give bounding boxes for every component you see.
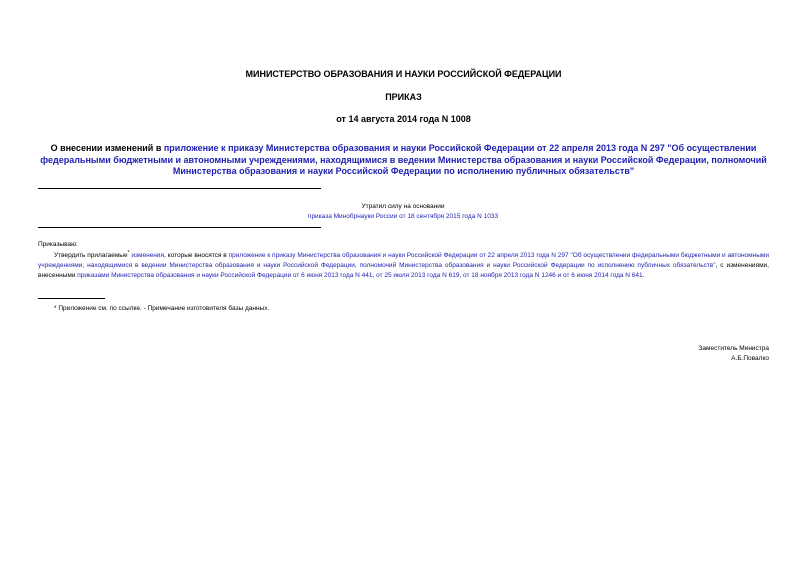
footnote-marker: *: [127, 249, 130, 256]
footnote-text: * Приложение см. по ссылке. - Примечание изготовителя базы данных.: [54, 305, 270, 312]
para-start: Утвердить прилагаемые: [54, 252, 128, 259]
divider-middle: [38, 227, 321, 228]
lost-force-note: Утратил силу на основании: [361, 203, 445, 210]
para-mid-2: , с изменениями, внесенными: [38, 262, 769, 279]
signatory-name: А.Б.Повалко: [731, 355, 769, 362]
title-prefix: О внесении изменений в: [50, 143, 164, 153]
title-link[interactable]: приложение к приказу Министерства образования и науки Российской Федерации от 22 апреля 2013 года N 297 "Об осуществлении федеральными бюджетными и автономными учреждениями, находящимися в ведении Министерства образования и науки Российской Федерации, полномочий Министерства образования и науки Российской Федерации по исполнению публичных обязательств": [40, 143, 767, 176]
annex-link[interactable]: приложение к приказу Министерства образования и науки Российской Федерации от 22 апреля 2013 года N 297 "Об осуществлении федеральными бюджетными и автономными учреждениями, находящимися в ведении Министерства образования и науки Российской Федерации, полномочий Министерства образования и науки Российской Федерации по исполнению публичных обязательств": [38, 252, 769, 269]
document-date: от 14 августа 2014 года N 1008: [336, 114, 471, 124]
para-end: .: [642, 272, 645, 279]
amending-orders-link[interactable]: приказами Министерства образования и науки Российской Федерации от 6 июня 2013 года N 441, от 25 июля 2013 года N 619, от 18 ноября 2013 года N 1246 и от 6 июня 2014 года N 641: [77, 272, 643, 279]
order-paragraph: [38, 251, 769, 281]
signatory-position: Заместитель Министра: [698, 345, 769, 352]
para-mid-1: , которые вносятся в: [164, 252, 229, 259]
document-type: ПРИКАЗ: [385, 92, 422, 102]
lost-force-link[interactable]: приказа Минобрнауки России от 18 сентября 2015 года N 1033: [307, 213, 499, 220]
document-title: [38, 143, 769, 178]
divider-top: [38, 188, 321, 189]
footnote-divider: [38, 298, 105, 299]
order-word: Приказываю:: [38, 241, 78, 248]
ministry-heading: МИНИСТЕРСТВО ОБРАЗОВАНИЯ И НАУКИ РОССИЙСКОЙ ФЕДЕРАЦИИ: [245, 69, 562, 79]
changes-link[interactable]: изменения: [129, 252, 165, 259]
signature-block: [699, 344, 770, 364]
